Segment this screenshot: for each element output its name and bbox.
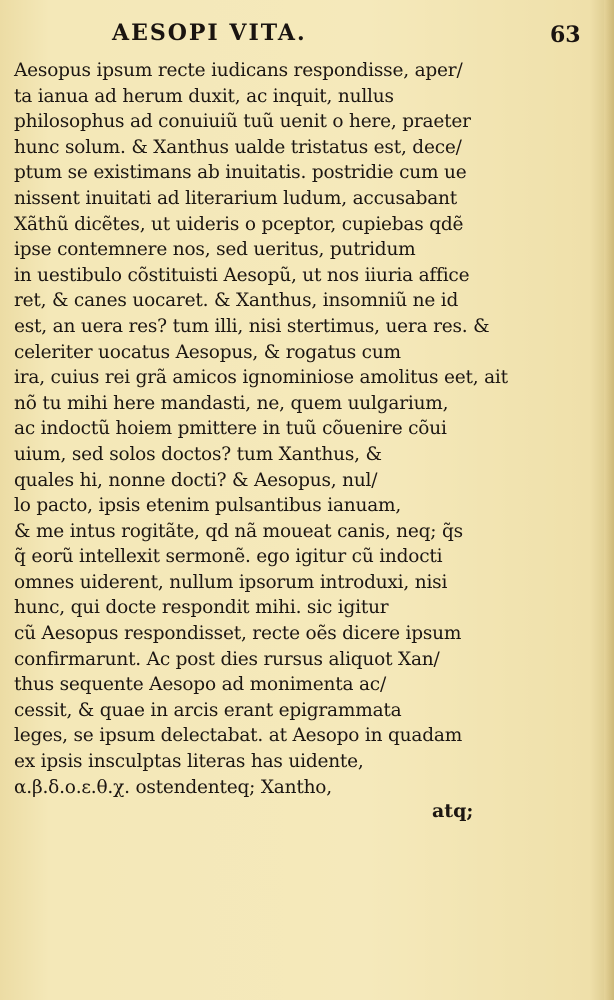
text-line: leges, se ipsum delectabat. at Aesopo in quadam	[14, 725, 463, 747]
text-line: lo pacto, ipsis etenim pulsantibus ianuam,	[14, 495, 402, 517]
text-line: hunc, qui docte respondit mihi. sic igitur	[14, 597, 389, 619]
text-line: ta ianua ad herum duxit, ac inquit, nullus	[14, 85, 394, 107]
text-line: in uestibulo cõstituisti Aesopũ, ut nos iiuria affice	[14, 264, 470, 286]
text-line: confirmarunt. Ac post dies rursus aliquot Xan/	[14, 648, 440, 670]
catchword: atq;	[432, 800, 474, 822]
text-line: α.β.δ.ο.ε.θ.χ. ostendenteq; Xantho,	[14, 776, 332, 798]
text-line: ac indoctũ hoiem pmittere in tuũ cõuenire cõui	[14, 418, 447, 440]
text-line: ex ipsis insculptas literas has uidente,	[14, 751, 364, 773]
text-line: philosophus ad conuiuiũ tuũ uenit o here, praeter	[14, 111, 471, 133]
page-number: 63	[550, 22, 581, 48]
text-line: quales hi, nonne docti? & Aesopus, nul/	[14, 469, 378, 491]
text-line: nõ tu mihi here mandasti, ne, quem uulgarium,	[14, 392, 449, 414]
text-line: celeriter uocatus Aesopus, & rogatus cum	[14, 341, 401, 363]
text-line: ira, cuius rei grã amicos ignominiose amolitus eet, ait	[14, 367, 508, 389]
text-line: Xãthũ dicẽtes, ut uideris o pceptor, cupiebas qdẽ	[14, 213, 464, 235]
body-text	[14, 58, 508, 800]
text-line: q̃ eorũ intellexit sermonẽ. ego igitur cũ indocti	[14, 546, 443, 568]
text-line: nissent inuitati ad literarium ludum, accusabant	[14, 187, 457, 209]
text-line: uium, sed solos doctos? tum Xanthus, &	[14, 443, 382, 465]
text-line: & me intus rogitãte, qd nã moueat canis, neq; q̃s	[14, 520, 463, 542]
text-line: ptum se existimans ab inuitatis. postridie cum ue	[14, 162, 467, 184]
text-line: ipse contemnere nos, sed ueritus, putridum	[14, 239, 416, 261]
text-line: ret, & canes uocaret. & Xanthus, insomniũ ne id	[14, 290, 459, 312]
text-line: Aesopus ipsum recte iudicans respondisse, aper/	[14, 60, 463, 81]
text-line: omnes uiderent, nullum ipsorum introduxi, nisi	[14, 571, 448, 593]
text-line: thus sequente Aesopo ad monimenta ac/	[14, 674, 387, 696]
text-line: cũ Aesopus respondisset, recte oẽs dicere ipsum	[14, 623, 462, 645]
text-line: cessit, & quae in arcis erant epigrammata	[14, 699, 402, 721]
text-line: hunc solum. & Xanthus ualde tristatus est, dece/	[14, 136, 462, 158]
running-head: AESOPI VITA.	[112, 20, 307, 46]
page-edge	[604, 0, 614, 1000]
text-line: est, an uera res? tum illi, nisi stertimus, uera res. &	[14, 315, 490, 337]
